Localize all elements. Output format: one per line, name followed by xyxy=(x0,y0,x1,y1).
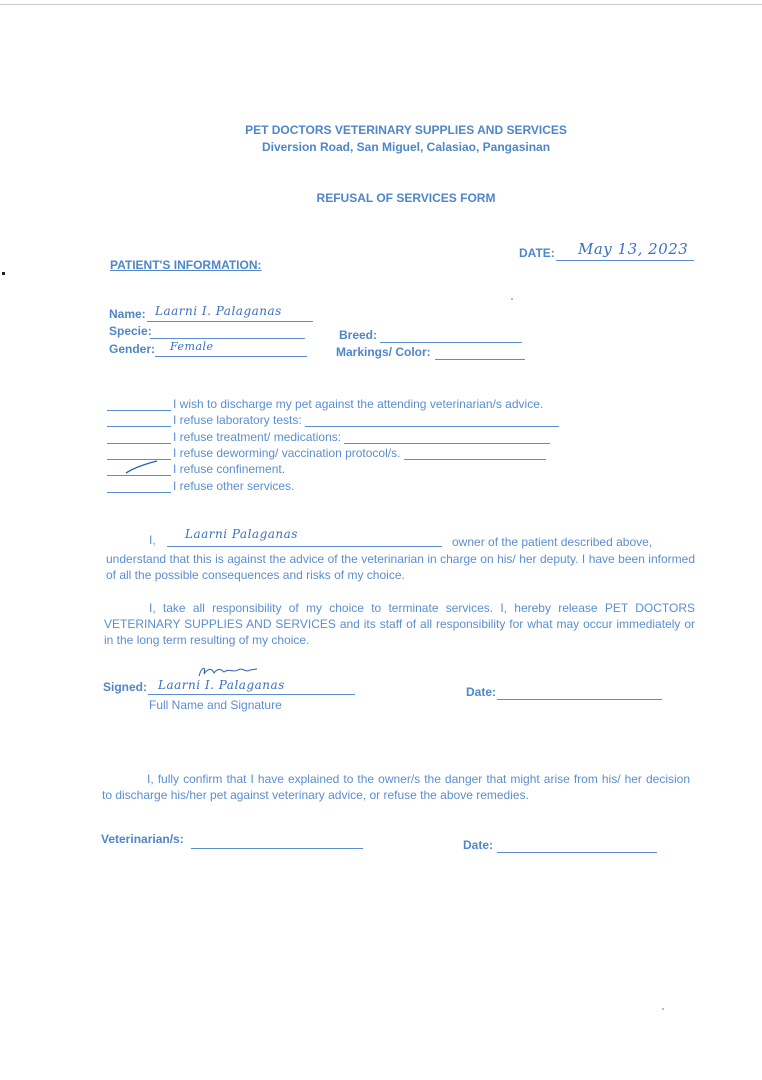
scan-mark xyxy=(2,272,5,275)
specie-line xyxy=(150,338,305,339)
option-checkbox[interactable] xyxy=(107,480,171,493)
statement-line1-end: owner of the patient described above, xyxy=(452,535,653,549)
gender-value[interactable]: Female xyxy=(170,340,214,353)
option-laboratory[interactable] xyxy=(107,413,559,429)
gender-line xyxy=(155,356,307,357)
veterinarian-label: Veterinarian/s: xyxy=(101,832,184,846)
option-checkbox[interactable] xyxy=(107,447,171,460)
check-mark-icon xyxy=(123,460,163,474)
option-text: I wish to discharge my pet against the attending veterinarian/s advice. xyxy=(173,397,544,411)
scan-edge xyxy=(0,4,762,5)
veterinarian-line[interactable] xyxy=(191,848,363,849)
breed-label: Breed: xyxy=(339,328,378,342)
laboratory-detail-line[interactable] xyxy=(305,414,559,427)
date-value[interactable]: May 13, 2023 xyxy=(578,240,689,258)
date-line xyxy=(556,260,694,261)
company-address: Diversion Road, San Miguel, Calasiao, Pangasinan xyxy=(261,140,551,154)
option-treatment[interactable] xyxy=(107,430,550,446)
option-text: I refuse deworming/ vaccination protocol/s. xyxy=(173,446,401,460)
name-value[interactable]: Laarni I. Palaganas xyxy=(155,304,282,318)
signed-label: Signed: xyxy=(103,680,147,694)
owner-name-line xyxy=(167,546,442,547)
option-text: I refuse treatment/ medications: xyxy=(173,430,342,444)
option-checkbox-checked[interactable] xyxy=(107,463,171,476)
breed-line xyxy=(380,342,522,343)
statement-prefix: I, xyxy=(149,533,156,547)
markings-line xyxy=(435,359,525,360)
owner-name-value[interactable]: Laarni Palaganas xyxy=(185,527,298,541)
option-discharge[interactable] xyxy=(107,397,543,413)
option-confinement[interactable] xyxy=(107,462,285,478)
patient-info-heading: PATIENT'S INFORMATION: xyxy=(110,258,262,272)
signed-date-line[interactable] xyxy=(497,699,662,700)
option-checkbox[interactable] xyxy=(107,414,171,427)
name-line xyxy=(147,321,313,322)
option-other[interactable] xyxy=(107,479,294,495)
veterinarian-date-line[interactable] xyxy=(497,852,657,853)
name-label: Name: xyxy=(109,307,146,321)
option-text: I refuse laboratory tests: xyxy=(173,413,302,427)
option-text: I refuse other services. xyxy=(173,479,295,493)
date-label: DATE: xyxy=(519,246,555,260)
signature-value[interactable]: Laarni I. Palaganas xyxy=(158,678,285,692)
scan-speck xyxy=(662,1008,664,1010)
veterinarian-date-label: Date: xyxy=(463,838,494,852)
option-text: I refuse confinement. xyxy=(173,462,286,476)
signature-line xyxy=(148,694,355,695)
markings-label: Markings/ Color: xyxy=(336,345,431,359)
option-checkbox[interactable] xyxy=(107,398,171,411)
deworming-detail-line[interactable] xyxy=(404,447,546,460)
treatment-detail-line[interactable] xyxy=(344,431,550,444)
company-name: PET DOCTORS VETERINARY SUPPLIES AND SERVICES xyxy=(245,123,567,137)
statement-body: understand that this is against the advice of the veterinarian in charge on his/ her deputy. I have been informed of all the possible consequences and risks of my choice. xyxy=(106,552,695,582)
gender-label: Gender: xyxy=(109,342,156,356)
form-title: REFUSAL OF SERVICES FORM xyxy=(316,191,496,205)
responsibility-paragraph: I, take all responsibility of my choice to terminate services. I, hereby release PET DOCTORS VETERINARY SUPPLIES AND SERVICES and its staff of all responsibility for what may occur immediately or in the long term resulting of my choice. xyxy=(104,601,695,647)
option-checkbox[interactable] xyxy=(107,431,171,444)
signature-caption: Full Name and Signature xyxy=(149,698,282,712)
option-deworming[interactable] xyxy=(107,446,546,462)
specie-label: Specie: xyxy=(109,324,152,338)
signed-date-label: Date: xyxy=(466,685,497,699)
scan-speck xyxy=(511,298,513,300)
confirmation-paragraph: I, fully confirm that I have explained to the owner/s the danger that might arise from his/ her decision to discharge his/her pet against veterinary advice, or refuse the above remedies. xyxy=(102,772,690,802)
